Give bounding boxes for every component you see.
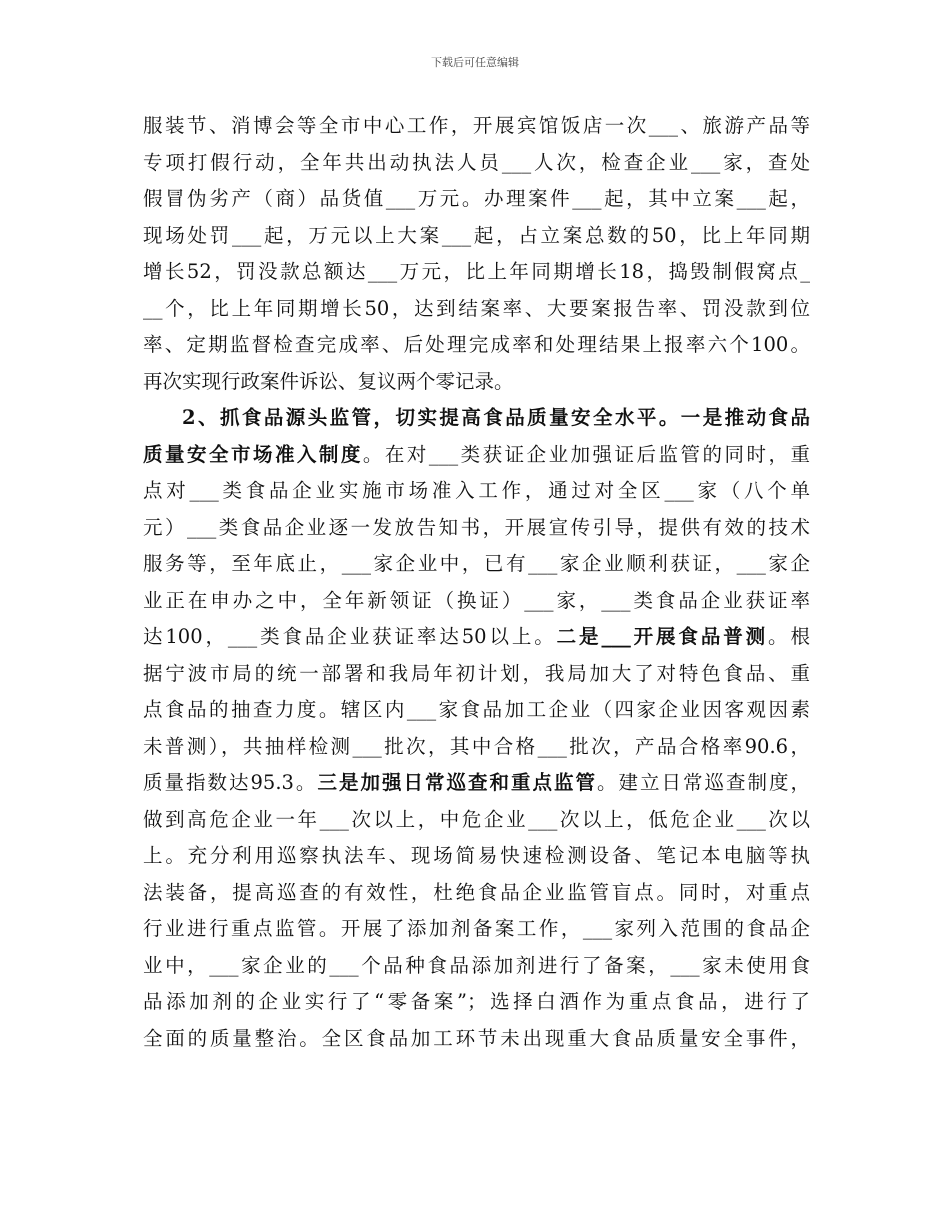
text-segment: 假冒伪劣产（商）品货值___万元。办理案件___起，其中立案___起， [143,187,810,210]
bold-heading: 三是加强日常巡查和重点监管 [317,771,597,794]
text-line [143,1021,810,1058]
text-segment: 做到高危企业一年___次以上，中危企业___次以上，低危企业___次以 [143,807,810,831]
text-line [143,254,810,291]
text-segment: 服装节、消博会等全市中心工作，开展宾馆饭店一次___、旅游产品等 [143,114,810,137]
document-body [143,108,810,1057]
text-segment: 行业进行重点监管。开展了添加剂备案工作，___家列入范围的食品企 [143,917,810,940]
text-segment: 元）___类食品企业逐一发放告知书，开展宣传引导，提供有效的技术 [143,515,810,539]
underlined-blank: ___ [601,625,631,648]
text-line [143,108,810,145]
text-segment: 。建立日常巡查制度， [596,771,810,794]
text-segment: 增长52，罚没款总额达___万元，比上年同期增长18，捣毁制假窝点_ [143,260,810,283]
text-segment: 业中，___家企业的___个品种食品添加剂进行了备案，___家未使用食 [143,953,810,977]
text-line [143,181,810,218]
text-line [143,802,810,839]
bold-heading: 质量安全市场准入制度 [143,442,363,466]
text-line [143,692,810,729]
bold-heading: 2、抓食品源头监管，切实提高食品质量安全水平。一是推动食品 [182,406,810,429]
text-segment: 。根 [768,625,810,648]
text-segment: 质量指数达95.3。 [143,771,318,794]
text-segment: 据宁波市局的统一部署和我局年初计划，我局加大了对特色食品、重 [143,661,810,685]
text-line [143,291,810,328]
text-line [143,875,810,912]
text-line [143,145,810,182]
text-segment: 品添加剂的企业实行了“零备案”；选择白酒作为重点食品，进行了 [143,990,810,1013]
text-line [143,948,810,985]
text-segment: 专项打假行动，全年共出动执法人员___人次，检查企业___家，查处 [143,150,810,174]
text-line [143,838,810,875]
text-segment: __个，比上年同期增长50，达到结案率、大要案报告率、罚没款到位 [143,296,810,320]
text-line [143,765,810,802]
page-header: 下载后可任意编辑 [431,56,519,69]
text-line [143,984,810,1021]
text-segment: 上。充分利用巡察执法车、现场简易快速检测设备、笔记本电脑等执 [143,844,810,867]
text-line [143,510,810,547]
bold-heading: 二是 [556,625,602,648]
text-segment: 。在对___类获证企业加强证后监管的同时，重 [362,442,810,466]
text-segment: 未普测），共抽样检测___批次，其中合格___批次，产品合格率90.6， [143,734,810,758]
text-segment: 业正在申办之中，全年新领证（换证）___家，___类食品企业获证率 [143,588,810,612]
text-line [143,473,810,510]
text-segment: 点食品的抽查力度。辖区内___家食品加工企业（四家企业因客观因素 [143,698,810,721]
text-segment: 点对___类食品企业实施市场准入工作，通过对全区___家（八个单 [143,479,810,502]
text-segment: 率、定期监督检查完成率、后处理完成率和处理结果上报率六个100。 [143,333,810,356]
text-line [143,364,810,401]
text-line [143,619,810,656]
text-segment: 服务等，至年底止，___家企业中，已有___家企业顺利获证，___家企 [143,552,810,575]
text-segment: 现场处罚___起，万元以上大案___起，占立案总数的50，比上年同期 [143,223,810,247]
text-line [143,437,810,474]
text-line [143,583,810,620]
text-line [143,656,810,693]
text-segment: 法装备，提高巡查的有效性，杜绝食品企业监管盲点。同时，对重点 [143,880,810,904]
text-segment: 达100，___类食品企业获证率达50以上。 [143,625,557,648]
text-segment: 再次实现行政案件诉讼、复议两个零记录。 [143,369,514,393]
text-line [143,327,810,364]
section-heading-line [143,400,810,437]
text-line [143,729,810,766]
text-line [143,546,810,583]
text-segment: 全面的质量整治。全区食品加工环节未出现重大食品质量安全事件， [143,1026,810,1050]
text-line [143,911,810,948]
bold-heading: 开展食品普测 [630,625,769,648]
text-line [143,218,810,255]
